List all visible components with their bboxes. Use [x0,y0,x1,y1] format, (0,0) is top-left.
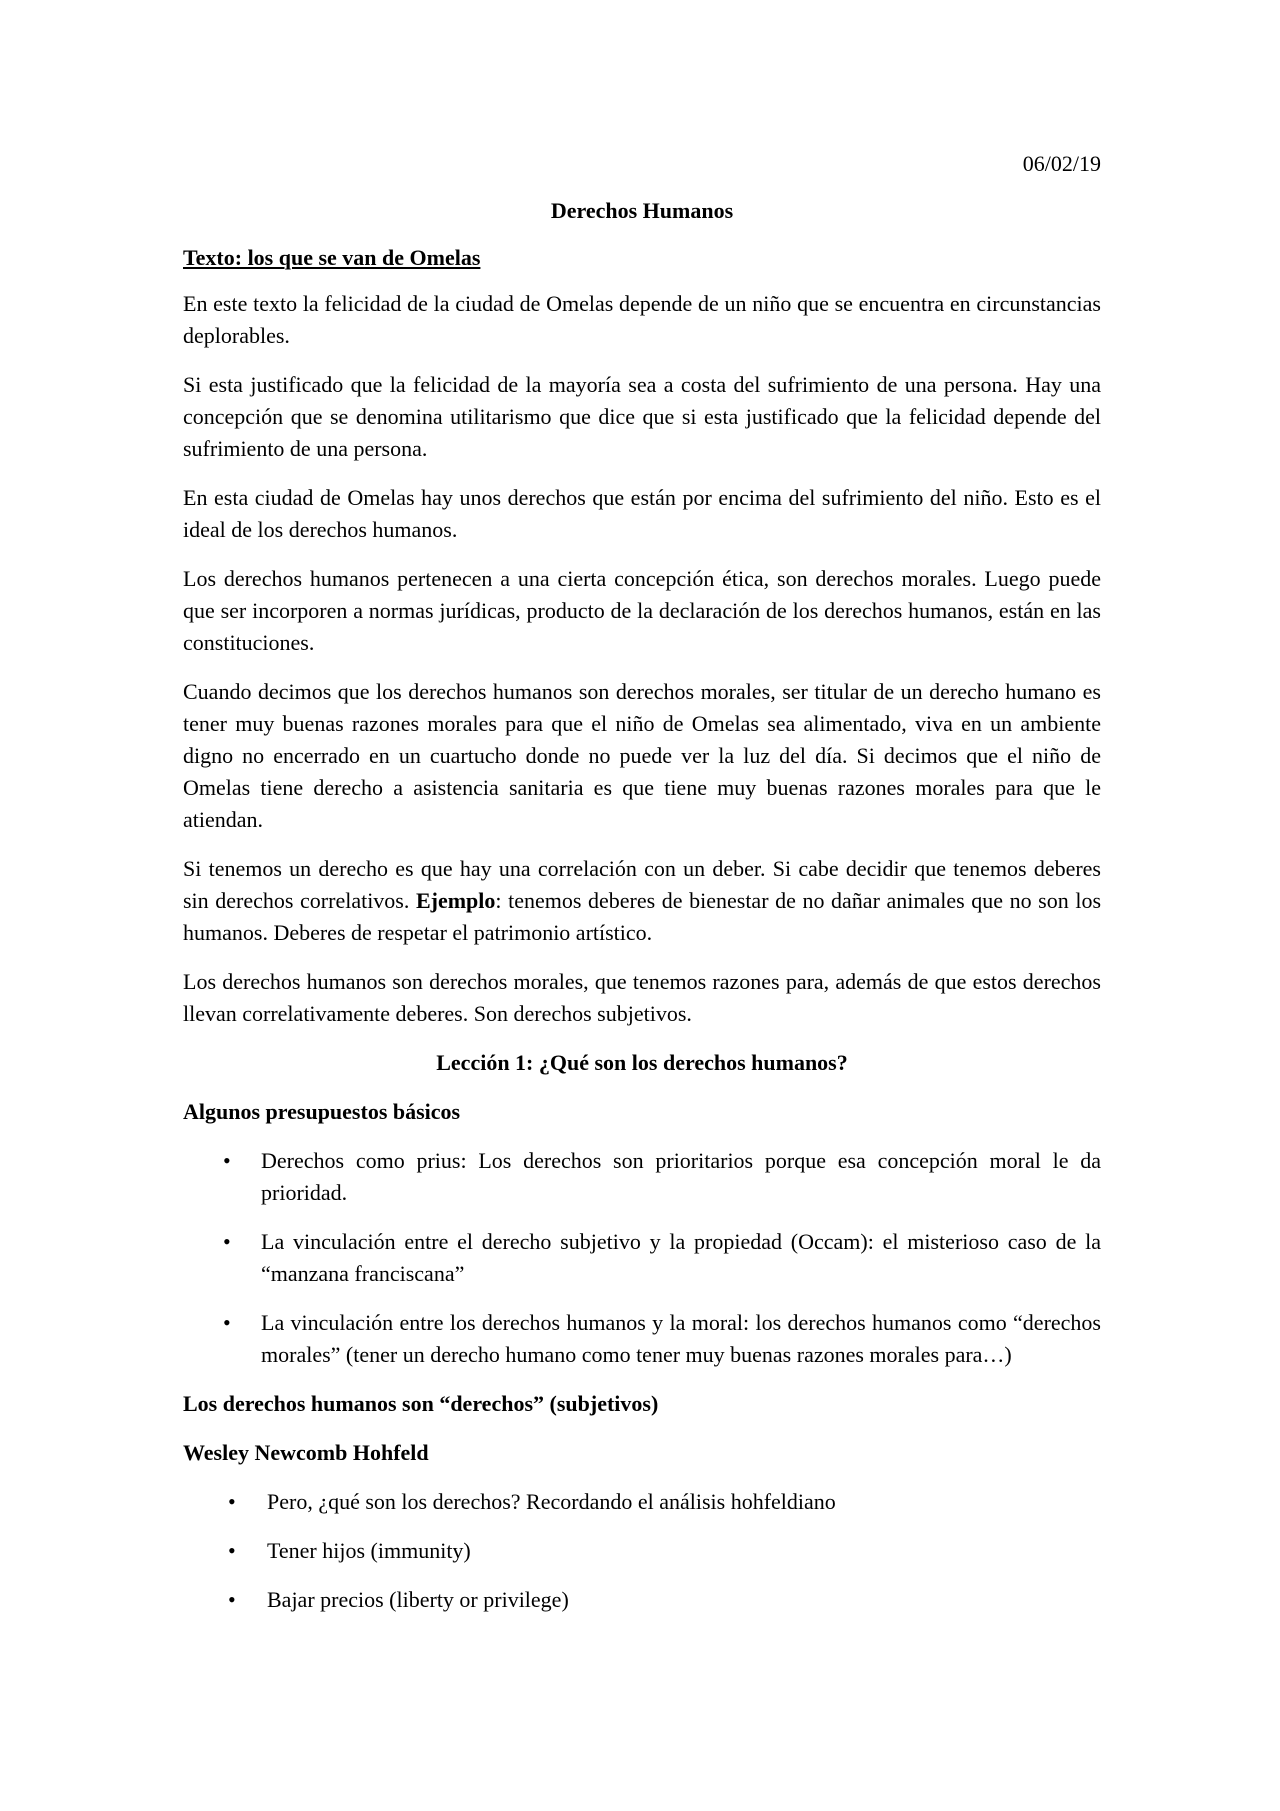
paragraph-3: En esta ciudad de Omelas hay unos derechos que están por encima del sufrimiento del niño. Esto es el ideal de los derechos humanos. [183,485,1101,542]
bullet-icon: • [228,1587,236,1612]
list-item [183,1535,1101,1567]
text-subtitle: Texto: los que se van de Omelas [183,245,481,270]
paragraph-2: Si esta justificado que la felicidad de la mayoría sea a costa del sufrimiento de una persona. Hay una concepción que se denomina utilitarismo que dice que si esta justificado que la felicidad depende del sufrimiento de una persona. [183,372,1101,461]
section-presupuestos: Algunos presupuestos básicos [183,1099,461,1124]
paragraph-4: Los derechos humanos pertenecen a una cierta concepción ética, son derechos morales. Luego puede que ser incorporen a normas jurídicas, producto de la declaración de los derechos humanos, están en las constituciones. [183,566,1101,655]
list-item-text: La vinculación entre el derecho subjetivo y la propiedad (Occam): el misterioso caso de la “manzana franciscana” [261,1229,1101,1286]
list-item-text: La vinculación entre los derechos humanos y la moral: los derechos humanos como “derechos morales” (tener un derecho humano como tener muy buenas razones morales para…) [261,1310,1101,1367]
bullet-icon: • [223,1229,231,1254]
document-title: Derechos Humanos [550,198,734,223]
list-item-text: Derechos como prius: Los derechos son prioritarios porque esa concepción moral le da prioridad. [261,1148,1101,1205]
paragraph-last: Los derechos humanos son derechos morales, que tenemos razones para, además de que estos derechos llevan correlativamente deberes. Son derechos subjetivos. [183,969,1101,1026]
list-item-text: Tener hijos (immunity) [267,1538,471,1563]
example-label: Ejemplo [415,888,496,913]
example-after: : tenemos deberes de bienestar de no dañar animales que no son los humanos. Deberes de respetar el patrimonio artístico. [183,888,1101,945]
list-item [183,1584,1101,1616]
document-body [183,148,1101,1633]
bullet-icon: • [228,1489,236,1514]
list-item [183,1307,1101,1371]
list-item [183,1486,1101,1518]
presupuestos-list [183,1145,1101,1371]
list-item [183,1226,1101,1290]
bullet-icon: • [223,1310,231,1335]
example-before: Si tenemos un derecho es que hay una correlación con un deber. Si cabe decidir que tenemos deberes sin derechos correlativos. [183,856,1101,913]
list-item [183,1145,1101,1209]
bullet-icon: • [228,1538,236,1563]
section-subjetivos: Los derechos humanos son “derechos” (subjetivos) [183,1391,659,1416]
list-item-text: Pero, ¿qué son los derechos? Recordando el análisis hohfeldiano [267,1489,836,1514]
paragraph-5: Cuando decimos que los derechos humanos son derechos morales, ser titular de un derecho humano es tener muy buenas razones morales para que el niño de Omelas sea alimentado, viva en un ambiente digno no encerrado en un cuartucho donde no puede ver la luz del día. Si decimos que el niño de Omelas tiene derecho a asistencia sanitaria es que tiene muy buenas razones morales para que le atiendan. [183,679,1101,832]
bullet-icon: • [223,1148,231,1173]
paragraph-example [183,853,1101,949]
lesson-heading: Lección 1: ¿Qué son los derechos humanos? [436,1050,848,1075]
paragraph-1: En este texto la felicidad de la ciudad de Omelas depende de un niño que se encuentra en circunstancias deplorables. [183,291,1101,348]
section-hohfeld: Wesley Newcomb Hohfeld [183,1440,429,1465]
document-date: 06/02/19 [1022,151,1101,176]
list-item-text: Bajar precios (liberty or privilege) [267,1587,569,1612]
hohfeld-list [183,1486,1101,1616]
